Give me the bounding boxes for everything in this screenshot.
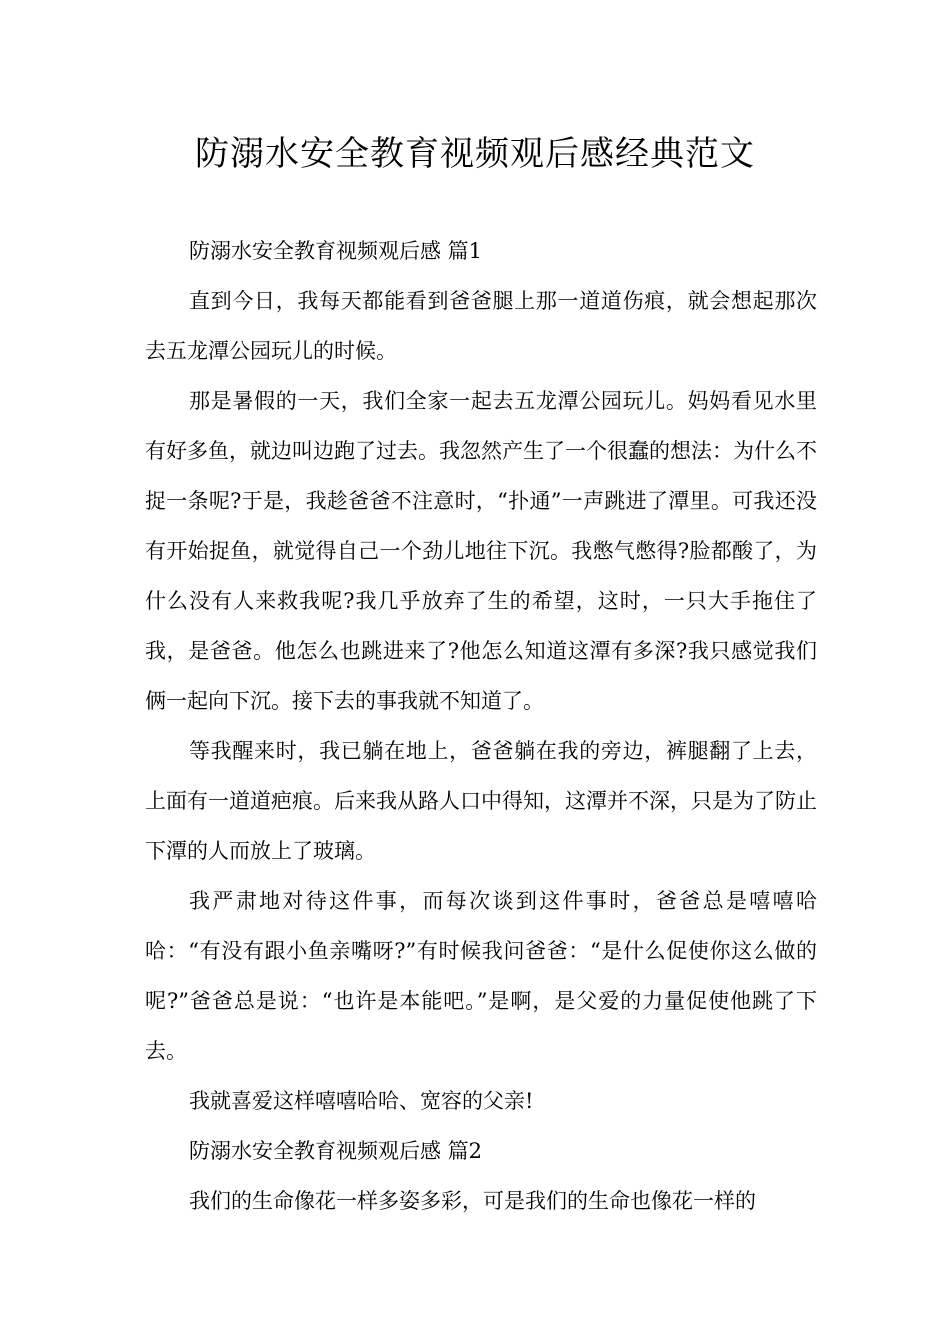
document-body — [145, 226, 817, 1226]
paragraph-6: 我们的生命像花一样多姿多彩，可是我们的生命也像花一样的 — [189, 1189, 756, 1213]
paragraph-5: 我就喜爱这样嘻嘻哈哈、宽容的父亲! — [189, 1089, 534, 1113]
section-heading-2: 防溺水安全教育视频观后感 篇2 — [189, 1139, 483, 1163]
paragraph-2: 那是暑假的一天，我们全家一起去五龙潭公园玩儿。妈妈看见水里有好多鱼，就边叫边跑了过去。我忽然产生了一个很蠢的想法：为什么不捉一条呢?于是，我趁爸爸不注意时，“扑通”一声跳进了潭里。可我还没有开始捉鱼，就觉得自己一个劲儿地往下沉。我憋气憋得?脸都酸了，为什么没有人来救我呢?我几乎放弃了生的希望，这时，一只大手拖住了我，是爸爸。他怎么也跳进来了?他怎么知道这潭有多深?我只感觉我们俩一起向下沉。接下去的事我就不知道了。 — [145, 389, 817, 713]
paragraph-1: 直到今日，我每天都能看到爸爸腿上那一道道伤痕，就会想起那次去五龙潭公园玩儿的时候。 — [145, 289, 817, 363]
paragraph-4: 我严肃地对待这件事，而每次谈到这件事时，爸爸总是嘻嘻哈哈：“有没有跟小鱼亲嘴呀?”有时候我问爸爸：“是什么促使你这么做的呢?”爸爸总是说：“也许是本能吧。”是啊，是父爱的力量促使他跳了下去。 — [145, 889, 817, 1063]
paragraph-3: 等我醒来时，我已躺在地上，爸爸躺在我的旁边，裤腿翻了上去，上面有一道道疤痕。后来我从路人口中得知，这潭并不深，只是为了防止下潭的人而放上了玻璃。 — [145, 739, 817, 863]
section-heading-1: 防溺水安全教育视频观后感 篇1 — [189, 239, 483, 263]
document-title: 防溺水安全教育视频观后感经典范文 — [195, 134, 755, 174]
